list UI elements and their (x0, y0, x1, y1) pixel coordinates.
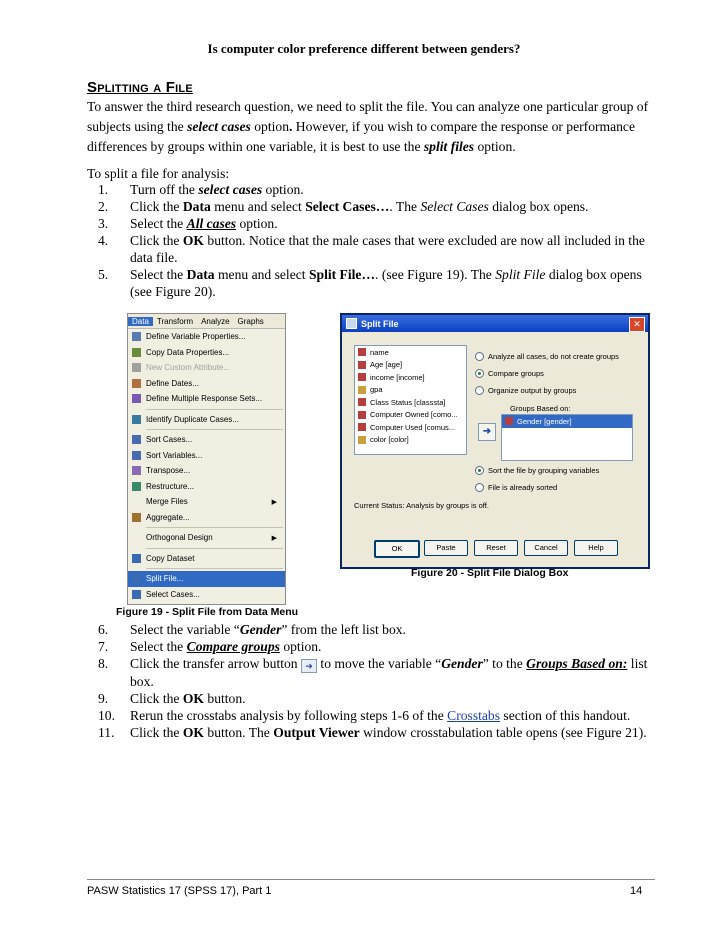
menu-item-label: Merge Files (146, 497, 188, 507)
menu-item-define-variable-properties[interactable] (128, 329, 285, 345)
menu-graphs[interactable]: Graphs (237, 316, 264, 326)
variable-item[interactable] (355, 346, 466, 359)
figure-19-caption: Figure 19 - Split File from Data Menu (116, 606, 299, 618)
groups-list[interactable] (501, 414, 633, 461)
crosstabs-link[interactable]: Crosstabs (447, 708, 501, 723)
menu-item-label: Define Multiple Response Sets... (146, 394, 263, 404)
footer-divider (87, 879, 655, 880)
groups-label: Groups Based on: (510, 404, 571, 413)
menu-separator (146, 429, 283, 430)
menu-item-label: Sort Variables... (146, 450, 203, 460)
reset-button[interactable]: Reset (474, 540, 518, 556)
dialog-app-icon (346, 318, 357, 329)
menu-item-label: New Custom Attribute... (146, 363, 231, 373)
menu-item-label: Identify Duplicate Cases... (146, 414, 239, 424)
nominal-variable-icon (505, 417, 513, 425)
step-6: 6. Select the variable “Gender” from the left list box. (98, 622, 406, 637)
variable-item[interactable] (355, 384, 466, 397)
dialog-title: Split File (361, 318, 399, 329)
menu-item-restructure[interactable] (128, 479, 285, 495)
menu-item-label: Sort Cases... (146, 435, 193, 445)
dialog-title-bar (342, 315, 648, 332)
menu-item-label: Copy Data Properties... (146, 347, 230, 357)
menu-data[interactable]: Data (128, 317, 153, 326)
menu-item-define-multiple-response-sets[interactable] (128, 391, 285, 407)
step-4: 4. Click the OK button. Notice that the male cases that were excluded are now all included in the data file. (98, 233, 645, 265)
menu-item-copy-dataset[interactable] (128, 551, 285, 567)
variable-item[interactable] (355, 371, 466, 384)
step-8: 8. Click the transfer arrow button ➜ to move the variable “Gender” to the Groups Based on: list box. (98, 656, 648, 689)
aggregate-icon (132, 513, 141, 522)
menu-item-label: Copy Dataset (146, 553, 195, 563)
blank-icon (132, 497, 141, 506)
menu-analyze[interactable]: Analyze (201, 316, 230, 326)
menu-item-sort-variables[interactable] (128, 448, 285, 464)
variable-type-icon (358, 436, 366, 444)
step-1: 1. Turn off the select cases option. (98, 182, 304, 197)
variable-type-icon (358, 398, 366, 406)
variable-type-icon (358, 348, 366, 356)
copy-dataset-icon (132, 554, 141, 563)
steps-list-b (87, 621, 657, 741)
split-file-icon (132, 574, 141, 583)
menu-item-split-file[interactable] (128, 571, 285, 587)
section-heading: Splitting a File (87, 79, 193, 96)
variable-list[interactable] (354, 345, 467, 455)
radio-organize-output[interactable]: Organize output by groups (475, 385, 619, 396)
lead-text: To split a file for analysis: (87, 166, 230, 181)
split-file-dialog (340, 313, 650, 569)
radio-compare-groups[interactable]: Compare groups (475, 368, 619, 379)
menu-separator (146, 409, 283, 410)
variable-label: color [color] (370, 435, 409, 445)
variable-item[interactable] (355, 434, 466, 447)
footer-title: PASW Statistics 17 (SPSS 17), Part 1 (87, 885, 272, 897)
menu-item-label: Transpose... (146, 466, 191, 476)
steps-list-a (87, 181, 657, 300)
menu-item-define-dates[interactable] (128, 376, 285, 392)
submenu-arrow-icon: ▶ (271, 534, 277, 542)
variable-items (355, 346, 466, 446)
analysis-options (475, 351, 619, 396)
variable-type-icon (358, 423, 366, 431)
menu-item-select-cases[interactable] (128, 587, 285, 603)
close-icon[interactable]: ✕ (629, 317, 645, 332)
menu-separator (146, 548, 283, 549)
variable-label: name (370, 347, 389, 357)
variable-item[interactable] (355, 396, 466, 409)
menu-item-weight-cases[interactable] (128, 602, 285, 605)
custom-attribute-icon (132, 363, 141, 372)
submenu-arrow-icon: ▶ (271, 498, 277, 506)
variable-label: Age [age] (370, 360, 403, 370)
radio-analyze-all[interactable]: Analyze all cases, do not create groups (475, 351, 619, 362)
step-7: 7. Select the Compare groups option. (98, 639, 322, 654)
menu-item-label: Define Variable Properties... (146, 332, 246, 342)
variable-label: Computer Owned [como... (370, 410, 458, 420)
menu-separator (146, 568, 283, 569)
define-variable-icon (132, 332, 141, 341)
intro-paragraph: To answer the third research question, we need to split the file. You can analyze one particular group of subjects using the select cases option. However, if you wish to compare the response or performance differences by groups within one variable, it is best to use the split files option. (87, 99, 649, 154)
menu-item-label: Split File... (146, 574, 184, 584)
menu-item-label: Orthogonal Design (146, 533, 213, 543)
variable-type-icon (358, 373, 366, 381)
ok-button[interactable]: OK (374, 540, 420, 558)
menu-item-label: Restructure... (146, 481, 195, 491)
menu-items (128, 329, 285, 605)
select-cases-icon (132, 590, 141, 599)
data-menu-screenshot (127, 313, 286, 605)
calendar-icon (132, 379, 141, 388)
radio-sort-file[interactable]: Sort the file by grouping variables (475, 465, 599, 476)
page-number: 14 (630, 885, 643, 897)
menu-separator (146, 527, 283, 528)
step-9: 9. Click the OK button. (98, 691, 246, 706)
menu-item-new-custom-attribute[interactable] (128, 360, 285, 376)
menu-item-merge-files[interactable] (128, 494, 285, 510)
menu-item-sort-cases[interactable] (128, 432, 285, 448)
figure-20-caption: Figure 20 - Split File Dialog Box (411, 567, 569, 579)
variable-type-icon (358, 411, 366, 419)
menu-item-copy-data-properties[interactable] (128, 345, 285, 361)
variable-item[interactable] (355, 409, 466, 422)
step-10: 10. Rerun the crosstabs analysis by following steps 1-6 of the Crosstabs section of this handout. (98, 708, 631, 723)
transpose-icon (132, 466, 141, 475)
menu-item-identify-duplicate-cases[interactable] (128, 412, 285, 428)
sort-variables-icon (132, 451, 141, 460)
variable-label: Computer Used [comus... (370, 422, 456, 432)
menu-item-orthogonal-design[interactable] (128, 530, 285, 546)
variable-label: Class Status [classsta] (370, 397, 446, 407)
variable-item[interactable] (355, 359, 466, 372)
radio-already-sorted[interactable]: File is already sorted (475, 482, 599, 493)
restructure-icon (132, 482, 141, 491)
menu-bar (128, 314, 285, 329)
variable-type-icon (358, 361, 366, 369)
variable-label: gpa (370, 385, 383, 395)
response-sets-icon (132, 394, 141, 403)
duplicate-icon (132, 415, 141, 424)
step-11: 11. Click the OK button. The Output Viewer window crosstabulation table opens (see Figure 21). (98, 725, 647, 740)
menu-item-label: Aggregate... (146, 512, 190, 522)
variable-label: income [income] (370, 372, 425, 382)
help-button[interactable]: Help (574, 540, 618, 556)
current-status: Current Status: Analysis by groups is off. (354, 501, 489, 510)
step-5: 5. Select the Data menu and select Split File…. (see Figure 19). The Split File dialog box opens (see Figure 20). (98, 267, 642, 299)
paste-button[interactable]: Paste (424, 540, 468, 556)
menu-transform[interactable]: Transform (156, 316, 194, 326)
sort-icon (132, 435, 141, 444)
groups-item-gender[interactable]: Gender [gender] (502, 415, 632, 428)
variable-type-icon (358, 386, 366, 394)
menu-item-aggregate[interactable] (128, 510, 285, 526)
transfer-arrow-button[interactable]: ➜ (478, 423, 496, 441)
copy-data-icon (132, 348, 141, 357)
step-3: 3. Select the All cases option. (98, 216, 278, 231)
variable-item[interactable] (355, 421, 466, 434)
transfer-arrow-icon: ➜ (301, 659, 317, 673)
step-2: 2. Click the Data menu and select Select Cases…. The Select Cases dialog box opens. (98, 199, 589, 214)
page-title: Is computer color preference different between genders? (207, 41, 521, 56)
menu-item-label: Select Cases... (146, 589, 200, 599)
menu-item-label: Define Dates... (146, 378, 199, 388)
sort-options (475, 465, 599, 493)
blank-icon (132, 533, 141, 542)
menu-item-transpose[interactable] (128, 463, 285, 479)
cancel-button[interactable]: Cancel (524, 540, 568, 556)
